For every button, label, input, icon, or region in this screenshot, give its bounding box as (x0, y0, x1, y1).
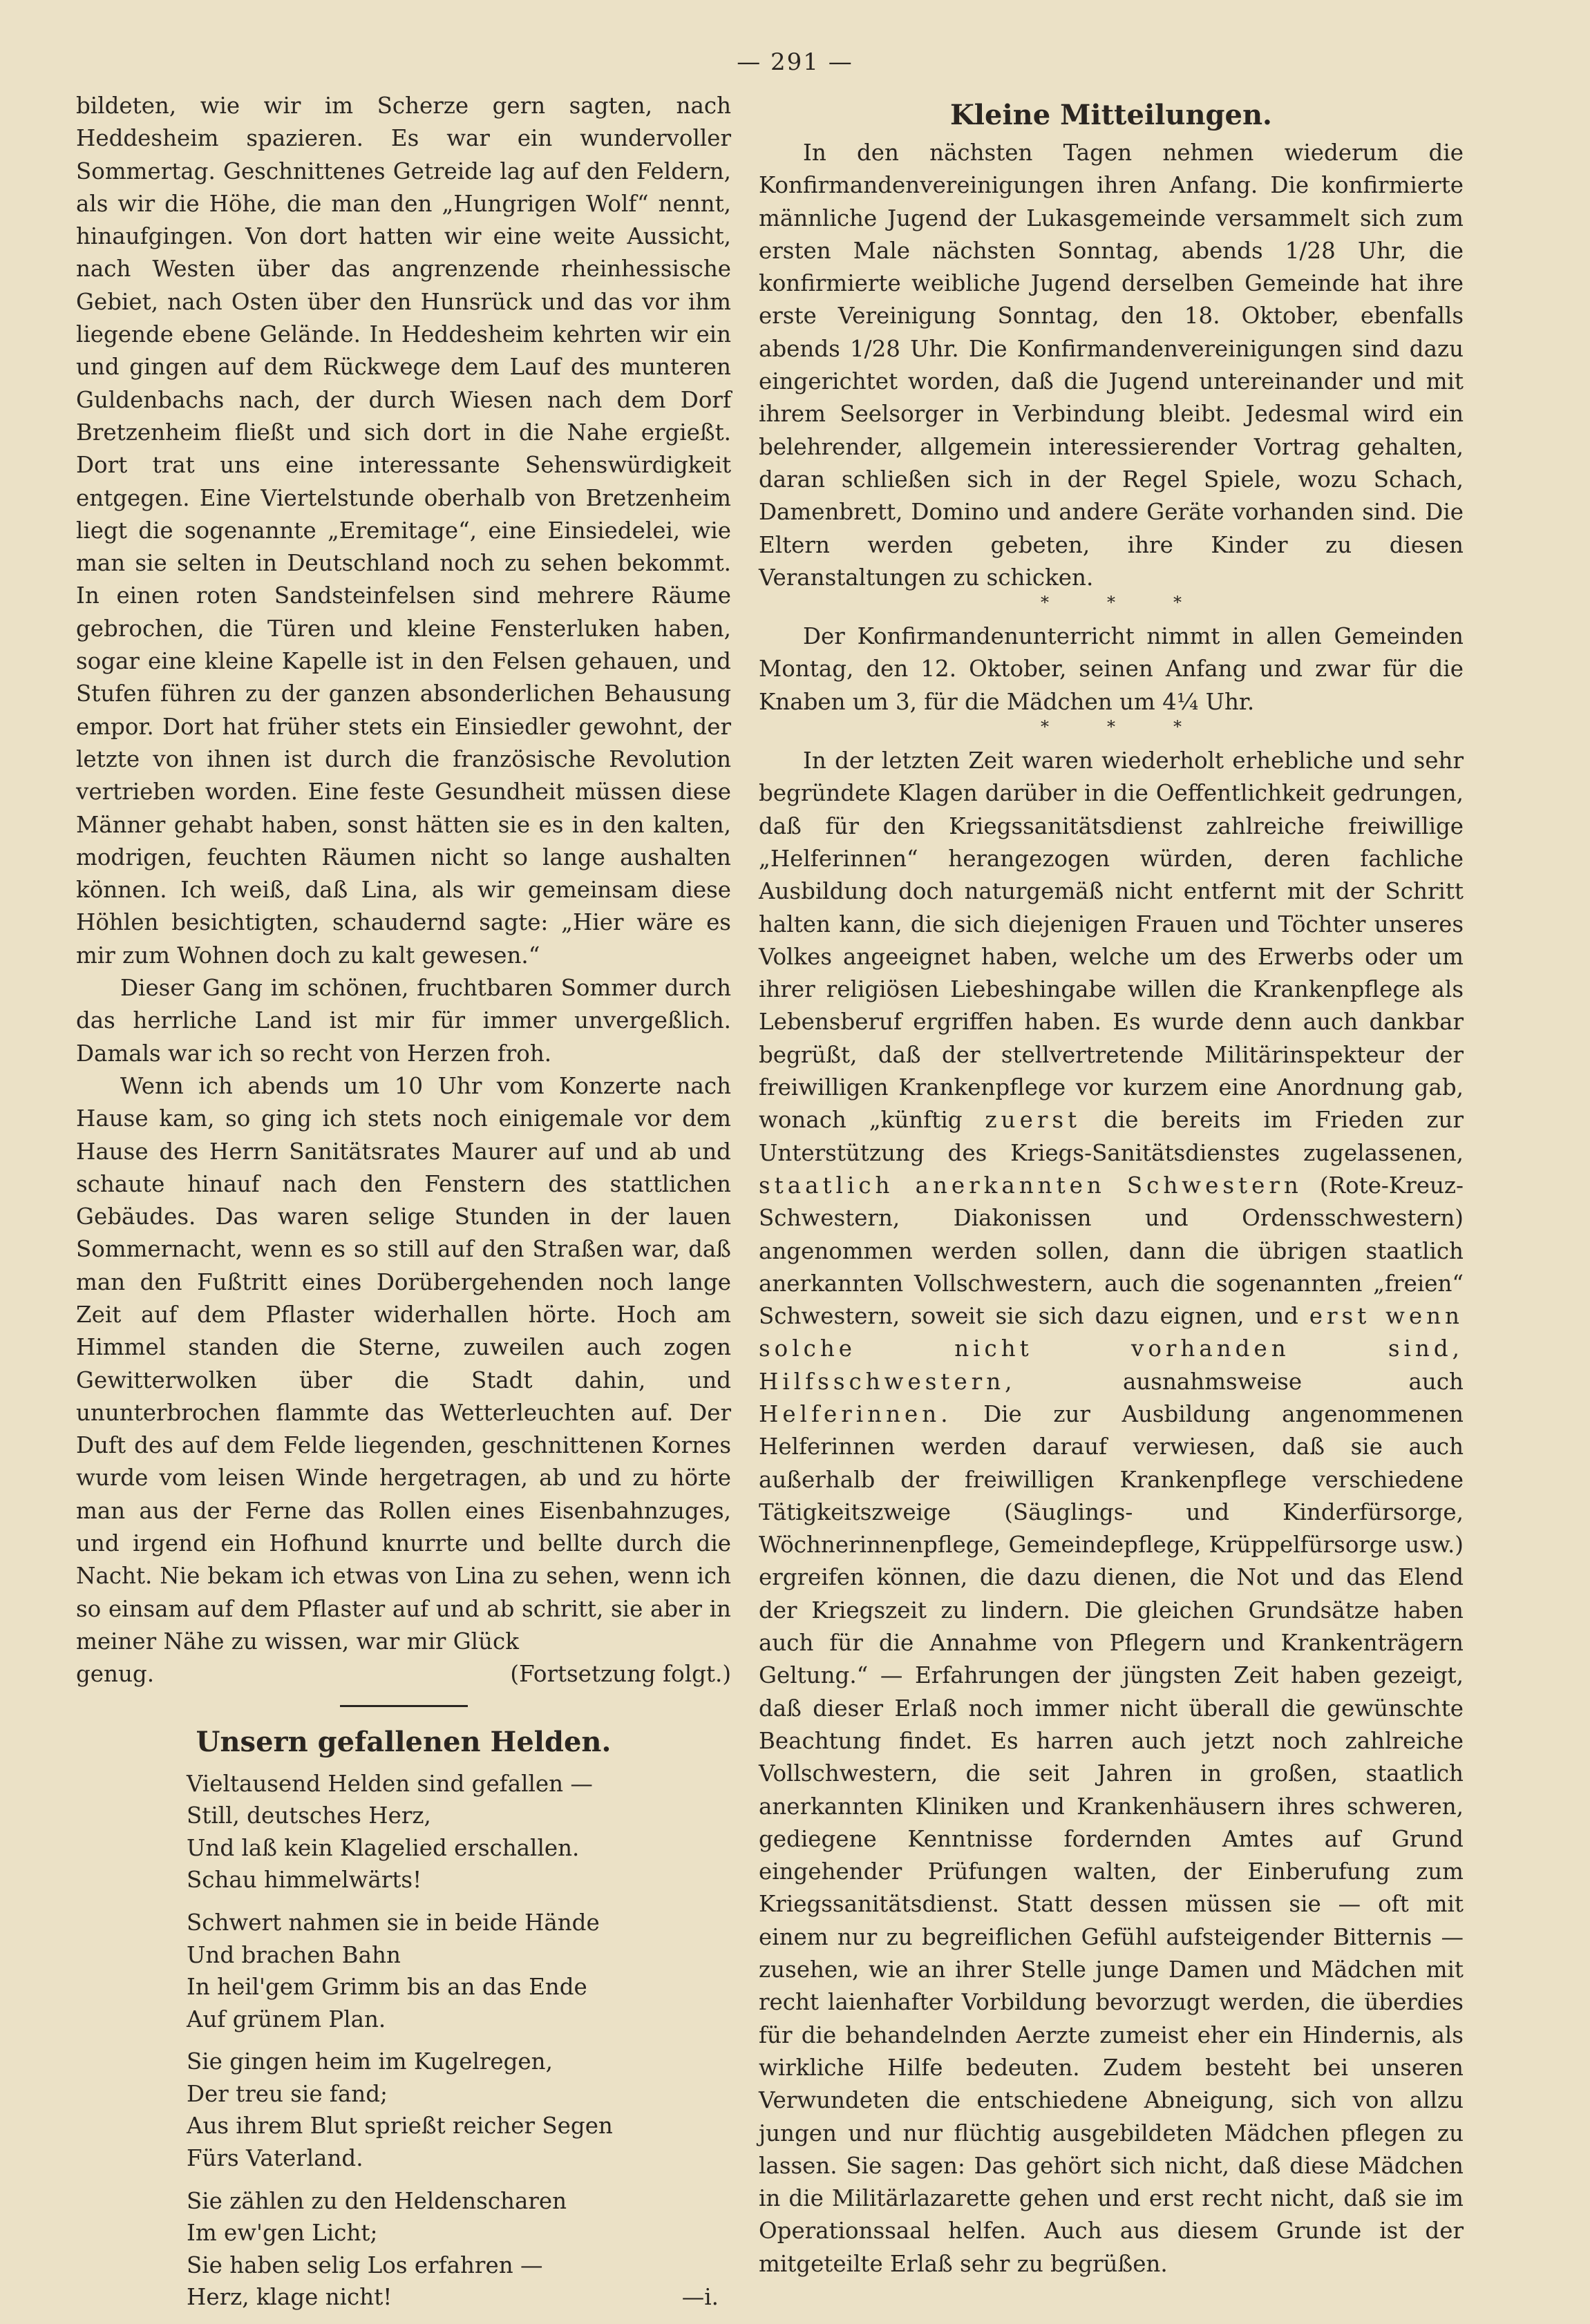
poem-line: Vieltausend Helden sind gefallen — (187, 1770, 593, 1797)
section-heading: Kleine Mitteilungen. (950, 99, 1272, 131)
news-text: die bereits im Frieden zur Unterstützung des Kriegs-Sanitätsdienstes zugelassenen, (759, 1107, 1464, 1166)
emphasis-text: staatlich anerkannten Schwestern (759, 1172, 1303, 1199)
poem-line: Schau himmelwärts! (187, 1867, 422, 1894)
story-paragraph: Wenn ich abends um 10 Uhr vom Konzerte nach Hause kam, so ging ich stets noch einigemale vor dem Hause des Herrn Sanitätsrates Maurer auf und ab und schaute hinauf nach den Fenstern des stattlichen Gebäudes. Das waren selige Stunden in der lauen Sommernacht, wenn es so still auf den Straßen war, daß man den Fußtritt eines Dorübergehenden noch lange Zeit auf dem Pflaster widerhallen hörte. Hoch am Himmel standen die Sterne, zuweilen auch zogen Gewitterwolken über die Stadt dahin, und ununterbrochen flammte das Wetterleuchten auf. Der Duft des auf dem Felde liegenden, geschnittenen Kornes wurde vom leisen Winde hergetragen, ab und zu hörte man aus der Ferne das Rollen eines Eisenbahnzuges, und irgend ein Hofhund knurrte und bellte durch die Nacht. Nie bekam ich etwas von Lina zu sehen, wenn ich so einsam auf dem Pflaster auf und ab schritt, sie aber in meiner Nähe zu wissen, war mir Glück (76, 1072, 731, 1655)
poem-line: Sie gingen heim im Kugelregen, (187, 2048, 553, 2075)
separator-stars (759, 594, 1464, 611)
poem-line: Sie zählen zu den Heldenscharen (187, 2187, 567, 2214)
news-text: (Rote-Kreuz-Schwestern, Diakonissen und Ordensschwestern) angenommen werden sollen, dann die übrigen staatlich anerkannten Vollschwestern, auch die sogenannten „freien“ Schwestern, soweit sie sich dazu eignen, und (759, 1172, 1464, 1330)
poem-stanza (187, 1907, 731, 2035)
news-item (759, 745, 1464, 2280)
separator-stars (759, 718, 1464, 735)
poem-stanza (187, 2046, 731, 2174)
news-text: In der letzten Zeit waren wiederholt erhebliche und sehr begründete Klagen darüber in die Oeffentlichkeit gedrungen, daß für den Kriegssanitätsdienst zahlreiche freiwillige „Helferinnen“ herangezogen würden, deren fachliche Ausbildung doch naturgemäß nicht entfernt mit der Schritt halten kann, die sich diejenigen Frauen und Töchter unseres Volkes angeeignet haben, welche um des Erwerbs oder um ihrer religiösen Liebeshingabe willen die Krankenpflege als Lebensberuf ergriffen haben. Es wurde denn auch dankbar begrüßt, daß der stellvertretende Militärinspekteur der freiwilligen Krankenpflege vor kurzem eine Anordnung gab, wonach „künftig (759, 747, 1464, 1134)
poem-line: Aus ihrem Blut sprießt reicher Segen (187, 2113, 613, 2140)
news-text: ausnahmsweise auch (1122, 1368, 1464, 1395)
poem-last-row (187, 2281, 719, 2314)
news-item: Der Konfirmandenunterricht nimmt in allen Gemeinden Montag, den 12. Oktober, seinen Anfang und zwar für die Knaben um 3, für die Mädchen um 4¼ Uhr. (759, 623, 1464, 715)
poem-line: Herz, klage nicht! (187, 2284, 392, 2311)
poem-line: Im ew'gen Licht; (187, 2220, 378, 2247)
separator-star: * (1041, 593, 1049, 613)
separator-star: * (1173, 593, 1182, 613)
poem-stanza (187, 2185, 731, 2314)
separator-star: * (1107, 593, 1115, 613)
poem-line: Und laß kein Klagelied erschallen. (187, 1834, 580, 1861)
poem-line: Still, deutsches Herz, (187, 1802, 431, 1829)
poem-line: Sie haben selig Los erfahren — (187, 2251, 543, 2278)
separator-star: * (1107, 717, 1115, 737)
story-paragraph: Dieser Gang im schönen, fruchtbaren Sommer durch das herrliche Land ist mir für immer unvergeßlich. Damals war ich so recht von Herzen froh. (76, 975, 731, 1067)
emphasis-text: zuerst (985, 1107, 1081, 1134)
poem-line: Der treu sie fand; (187, 2080, 388, 2107)
story-last-word: genug. (76, 1661, 155, 1688)
left-column (76, 90, 731, 2324)
emphasis-text: Helferinnen. (759, 1400, 952, 1427)
poem-stanza (187, 1768, 731, 1896)
continuation-note: (Fortsetzung folgt.) (510, 1661, 731, 1688)
poem-line: Und brachen Bahn (187, 1941, 401, 1968)
poem-line: Schwert nahmen sie in beide Hände (187, 1909, 600, 1936)
separator-star: * (1041, 717, 1049, 737)
page-number: — 291 — (737, 48, 853, 76)
story-paragraph: bildeten, wie wir im Scherze gern sagten, nach Heddesheim spazieren. Es war ein wundervoller Sommertag. Geschnittenes Getreide lag auf den Feldern, als wir die Höhe, die man den „Hungrigen Wolf“ nennt, hinaufgingen. Von dort hatten wir eine weite Aussicht, nach Westen über das angrenzende rheinhessische Gebiet, nach Osten über den Hunsrück und das vor ihm liegende ebene Gelände. In Heddesheim kehrten wir ein und gingen auf dem Rückwege dem Lauf des munteren Guldenbachs nach, der durch Wiesen nach dem Dorf Bretzenheim fließt und sich dort in die Nahe ergießt. Dort trat uns eine interessante Sehenswürdigkeit entgegen. Eine Viertelstunde oberhalb von Bretzenheim liegt die sogenannte „Eremitage“, eine Einsiedelei, wie man sie selten in Deutschland noch zu sehen bekommt. In einen roten Sandsteinfelsen sind mehrere Räume gebrochen, die Türen und kleine Fensterluken haben, sogar eine kleine Kapelle ist in den Felsen gehauen, und Stufen führen zu der ganzen absonderlichen Behausung empor. Dort hat früher stets ein Einsiedler gewohnt, der letzte von ihnen ist durch die französische Revolution vertrieben worden. Eine feste Gesundheit müssen diese Männer gehabt haben, sonst hätten sie es in den kalten, modrigen, feuchten Räumen nicht so lange aushalten können. Ich weiß, daß Lina, als wir gemeinsam diese Höhlen besichtigten, schaudernd sagte: „Hier wäre es mir zum Wohnen doch zu kalt gewesen.“ (76, 93, 731, 969)
poem-line: Fürs Vaterland. (187, 2145, 363, 2172)
story-end-row (76, 1658, 731, 1690)
poem (187, 1768, 731, 2314)
poem-line: In heil'gem Grimm bis an das Ende (187, 1974, 587, 2001)
poem-line: Auf grünem Plan. (187, 2006, 386, 2032)
poem-signature: —i. (681, 2284, 719, 2311)
separator-star: * (1173, 717, 1182, 737)
right-column (759, 95, 1464, 2280)
news-text: Die zur Ausbildung angenommenen Helferinnen werden darauf verwiesen, daß sie auch außerhalb der freiwilligen Krankenpflege verschiedene Tätigkeitszweige (Säuglings- und Kinderfürsorge, Wöchnerinnenpflege, Gemeindepflege, Krüppelfürsorge usw.) ergreifen können, die dazu dienen, die Not und das Elend der Kriegszeit zu lindern. Die gleichen Grundsätze haben auch für die Annahme von Pflegern und Krankenträgern Geltung.“ — Erfahrungen der jüngsten Zeit haben gezeigt, daß dieser Erlaß noch immer nicht überall die gewünschte Beachtung findet. Es harren auch jetzt noch zahlreiche Vollschwestern, die seit Jahren in großen, staatlich anerkannten Kliniken und Krankenhäusern ihres schweren, gediegene Kenntnisse fordernden Amtes auf Grund eingehender Prüfungen walten, der Einberufung zum Kriegssanitätsdienst. Statt dessen müssen sie — oft mit einem nur zu begreiflichen Gefühl aufsteigender Bitternis — zusehen, wie an ihrer Stelle junge Damen und Mädchen mit recht laienhafter Vorbildung bevorzugt werden, die überdies für die behandelnden Aerzte zumeist eher ein Hindernis, als wirkliche Hilfe bedeuten. Zudem besteht bei unseren Verwundeten die entschiedene Abneigung, sich von allzu jungen und nur flüchtig ausgebildeten Mädchen pflegen zu lassen. Sie sagen: Das gehört sich nicht, daß diese Mädchen in die Militärlazarette gehen und erst recht nicht, daß sie im Operationssaal helfen. Auch aus diesem Grunde ist der mitgeteilte Erlaß sehr zu begrüßen. (759, 1400, 1464, 2277)
poem-title: Unsern gefallenen Helden. (196, 1725, 612, 1758)
section-divider (340, 1705, 468, 1707)
emphasis-text: erst wenn solche nicht vorhanden sind, Hilfsschwestern, (759, 1303, 1464, 1395)
news-item: In den nächsten Tagen nehmen wiederum die Konfirmandenvereinigungen ihren Anfang. Die konfirmierte männliche Jugend der Lukasgemeinde versammelt sich zum ersten Male nächsten Sonntag, abends 1/28 Uhr, die konfirmierte weibliche Jugend derselben Gemeinde hat ihre erste Vereinigung Sonntag, den 18. Oktober, ebenfalls abends 1/28 Uhr. Die Konfirmandenvereinigungen sind dazu eingerichtet worden, daß die Jugend untereinander und mit ihrem Seelsorger in Verbindung bleibt. Jedesmal wird ein belehrender, allgemein interessierender Vortrag gehalten, daran schließen sich in der Regel Spiele, wozu Schach, Damenbrett, Domino und andere Geräte vorhanden sind. Die Eltern werden gebeten, ihre Kinder zu diesen Veranstaltungen zu schicken. (759, 140, 1464, 591)
